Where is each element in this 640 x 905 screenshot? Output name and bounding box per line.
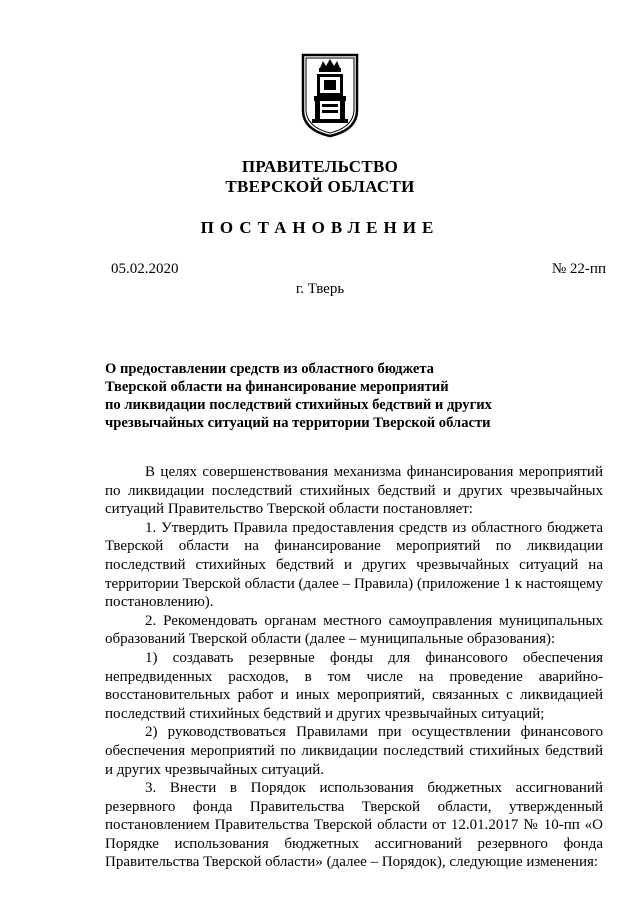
subject-line: О предоставлении средств из областного бюджета: [105, 361, 434, 377]
subject-line: по ликвидации последствий стихийных бедствий и других: [105, 397, 492, 413]
body-paragraph: 1) создавать резервные фонды для финансового обеспечения непредвиденных расходов, в том числе на проведение аварийно-восстановительных работ и иных мероприятий, связанных с ликвидацией последствий стихийных бедствий и других чрезвычайных ситуаций;: [105, 649, 603, 722]
body-paragraph: В целях совершенствования механизма финансирования мероприятий по ликвидации последствий стихийных бедствий и других чрезвычайных ситуаций Правительство Тверской области постановляет:: [105, 464, 603, 518]
tver-coat-of-arms-icon: [300, 52, 360, 138]
subject-line: чрезвычайных ситуаций на территории Тверской области: [105, 415, 491, 431]
body-paragraph: 2) руководствоваться Правилами при осуществлении финансового обеспечения мероприятий по ликвидации последствий стихийных бедствий и других чрезвычайных ситуаций.: [105, 724, 603, 778]
subject-line: Тверской области на финансирование мероприятий: [105, 379, 449, 395]
document-number: № 22-пп: [551, 261, 606, 277]
document-type: ПОСТАНОВЛЕНИЕ: [200, 218, 440, 237]
government-title-line2: ТВЕРСКОЙ ОБЛАСТИ: [225, 177, 415, 196]
body-paragraph: 2. Рекомендовать органам местного самоуправления муниципальных образований Тверской области (далее – муниципальные образования):: [105, 612, 603, 648]
document-subject: [105, 360, 535, 432]
body-paragraph: 1. Утвердить Правила предоставления средств из областного бюджета Тверской области на финансирование мероприятий по ликвидации последствий стихийных бедствий и других чрезвычайных ситуаций на территории Тверской области (далее – Правила) (приложение 1 к настоящему постановлению).: [105, 519, 603, 611]
government-title-line1: ПРАВИТЕЛЬСТВО: [241, 157, 399, 176]
document-body: [105, 463, 603, 872]
document-date: 05.02.2020: [111, 261, 179, 277]
body-paragraph: 3. Внести в Порядок использования бюджетных ассигнований резервного фонда Правительства Тверской области, утвержденный постановлением Правительства Тверской области от 12.01.2017 № 10-пп «О Порядке использования бюджетных ассигнований резервного фонда Правительства Тверской области» (далее – Порядок), следующие изменения:: [105, 780, 603, 871]
document-city: г. Тверь: [295, 281, 345, 297]
